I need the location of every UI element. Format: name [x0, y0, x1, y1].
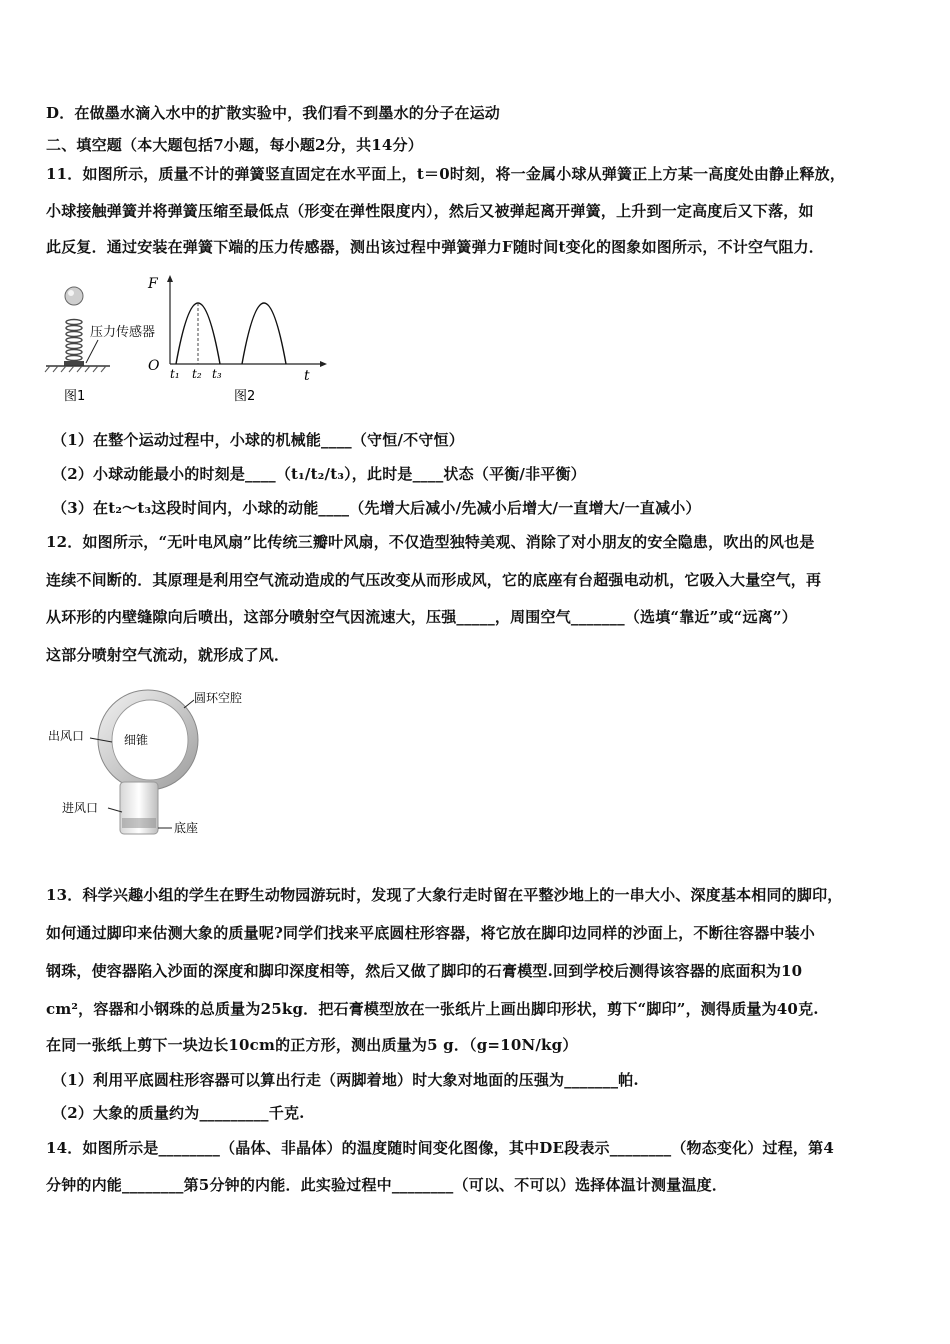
fig2-caption: 图2	[234, 389, 256, 404]
q14-line2: 分钟的内能________第5分钟的内能．此实验过程中________（可以、不可以）选择体温计测量温度．	[46, 1176, 728, 1194]
ball-highlight	[68, 290, 74, 296]
section-heading: 二、填空题（本大题包括7小题，每小题2分，共14分）	[46, 136, 423, 154]
t3-label: t₃	[212, 367, 222, 381]
fan-inlet-grille	[122, 818, 156, 828]
q11-line2: 小球接触弹簧并将弹簧压缩至最低点（形变在弹性限度内），然后又被弹起离开弹簧，上升到一定高度后又下落，如	[46, 202, 814, 220]
q12-line2: 连续不间断的．其原理是利用空气流动造成的气压改变从而形成风，它的底座有台超强电动机，它吸入大量空气，再	[46, 571, 822, 589]
base-label: 底座	[174, 821, 199, 835]
q11-sub1: （1）在整个运动过程中，小球的机械能____（守恒/不守恒）	[52, 431, 464, 449]
q11-sub2: （2）小球动能最小的时刻是____（t₁/t₂/t₃），此时是____状态（平衡/非平衡）	[52, 465, 586, 483]
q14-line1: 14．如图所示是________（晶体、非晶体）的温度随时间变化图像，其中DE段表示________（物态变化）过程，第4	[46, 1139, 834, 1157]
bladeless-fan-svg	[44, 682, 264, 842]
force-pulse-2	[242, 303, 286, 364]
spring-force-svg	[42, 268, 332, 408]
ring-label: 圆环空腔	[194, 691, 243, 705]
q13-line5: 在同一张纸上剪下一块边长10cm的正方形，测出质量为5 g．（g=10N/kg）	[46, 1036, 578, 1054]
fig1-caption: 图1	[64, 389, 86, 404]
spring-force-figure	[42, 268, 332, 408]
q13-line2: 如何通过脚印来估测大象的质量呢?同学们找来平底圆柱形容器，将它放在脚印边同样的沙面上，不断往容器中装小	[46, 924, 815, 942]
f-axis-arrow	[167, 275, 173, 282]
q13-sub2: （2）大象的质量约为_________千克.	[52, 1104, 305, 1122]
option-d: D．在做墨水滴入水中的扩散实验中，我们看不到墨水的分子在运动	[46, 104, 501, 122]
t-axis-arrow	[320, 361, 327, 367]
t-axis-label: t	[304, 368, 310, 384]
metal-ball	[65, 287, 83, 305]
inlet-label: 进风口	[62, 801, 99, 815]
ground-hatch	[45, 366, 106, 372]
q12-line4: 这部分喷射空气流动，就形成了风．	[46, 646, 290, 664]
q11-sub3: （3）在t₂～t₃这段时间内，小球的动能____（先增大后减小/先减小后增大/一直增大/一直减小）	[52, 499, 701, 517]
q13-sub1: （1）利用平底圆柱形容器可以算出行走（两脚着地）时大象对地面的压强为_______帕.	[52, 1071, 639, 1089]
outlet-label: 出风口	[48, 729, 85, 743]
f-axis-label: F	[148, 276, 158, 292]
sensor-label: 压力传感器	[90, 325, 156, 340]
bladeless-fan-figure	[44, 682, 264, 842]
t1-label: t₁	[170, 367, 180, 381]
ring-pointer	[184, 700, 194, 708]
spring	[66, 320, 82, 361]
origin-label: O	[148, 358, 160, 374]
t2-label: t₂	[192, 367, 202, 381]
q12-line1: 12．如图所示，“无叶电风扇”比传统三瓣叶风扇，不仅造型独特美观、消除了对小朋友的安全隐患，吹出的风也是	[46, 533, 815, 551]
q13-line1: 13．科学兴趣小组的学生在野生动物园游玩时，发现了大象行走时留在平整沙地上的一串大小、深度基本相同的脚印，	[46, 886, 843, 904]
q12-line3: 从环形的内壁缝隙向后喷出，这部分喷射空气因流速大，压强_____，周围空气_______（选填“靠近”或“远离”）	[46, 608, 797, 626]
q11-line3: 此反复．通过安装在弹簧下端的压力传感器，测出该过程中弹簧弹力F随时间t变化的图象如图所示，不计空气阻力．	[46, 238, 824, 256]
sensor-pointer	[86, 340, 98, 363]
q13-line4: cm²，容器和小钢珠的总质量为25kg．把石膏模型放在一张纸片上画出脚印形状，剪下“脚印”，测得质量为40克.	[46, 1000, 819, 1018]
q11-line1: 11．如图所示，质量不计的弹簧竖直固定在水平面上，t＝0时刻，将一金属小球从弹簧正上方某一高度处由静止释放，	[46, 165, 846, 183]
q13-line3: 钢珠，使容器陷入沙面的深度和脚印深度相等，然后又做了脚印的石膏模型.回到学校后测得该容器的底面积为10	[46, 962, 803, 980]
cone-label: 细锥	[124, 733, 149, 747]
